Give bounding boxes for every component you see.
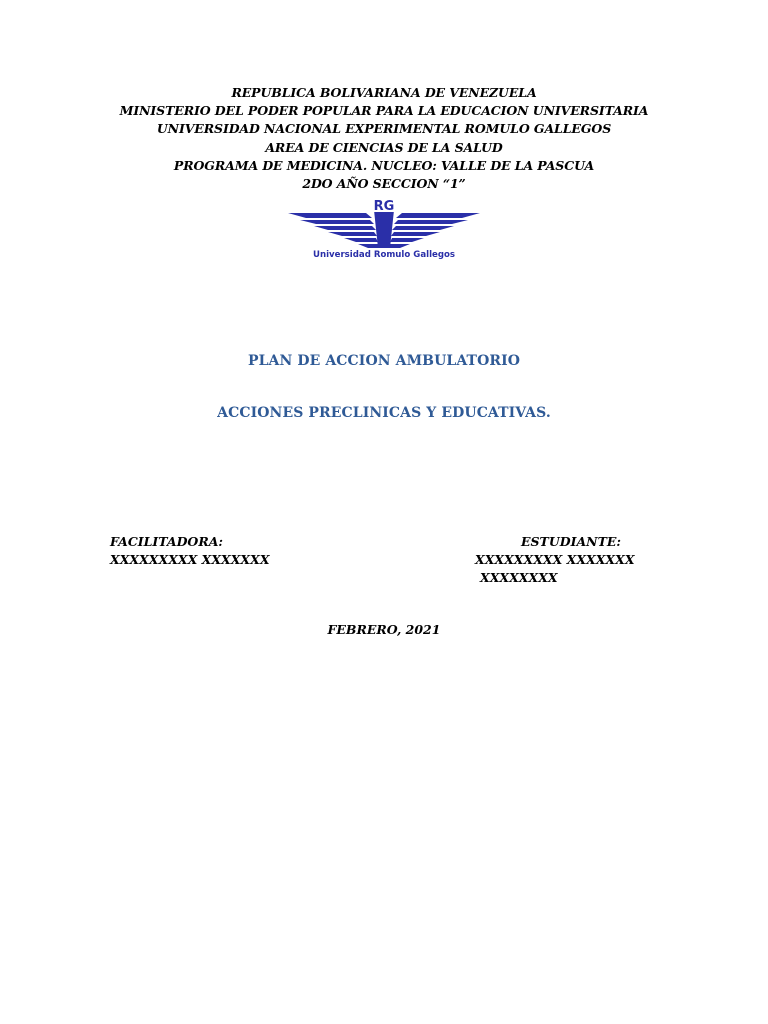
university-logo (286, 196, 482, 260)
logo-caption: Universidad Romulo Gallegos (312, 250, 456, 260)
estudiante-name-line-1: XXXXXXXXX XXXXXXX (475, 552, 635, 567)
subtitle: ACCIONES PRECLINICAS Y EDUCATIVAS. (217, 405, 551, 421)
header-line-ministerio: MINISTERIO DEL PODER POPULAR PARA LA EDUCACION UNIVERSITARIA (119, 103, 649, 119)
svg-text:RG: RG (373, 199, 395, 214)
header-line-republica: REPUBLICA BOLIVARIANA DE VENEZUELA (231, 85, 537, 100)
logo-monogram (366, 198, 402, 214)
document-date: FEBRERO, 2021 (327, 622, 441, 637)
facilitadora-label: FACILITADORA: (110, 534, 224, 549)
header-line-universidad: UNIVERSIDAD NACIONAL EXPERIMENTAL ROMULO GALLEGOS (156, 121, 612, 137)
main-title: PLAN DE ACCION AMBULATORIO (247, 353, 521, 369)
document-header (0, 84, 768, 193)
facilitadora-name: XXXXXXXXX XXXXXXX (110, 552, 270, 567)
estudiante-name-line-2: XXXXXXXX (480, 570, 558, 585)
estudiante-label: ESTUDIANTE: (521, 534, 622, 549)
header-line-programa: PROGRAMA DE MEDICINA. NUCLEO: VALLE DE LA PASCUA (173, 157, 595, 173)
header-line-seccion: 2DO AÑO SECCION “1” (302, 176, 466, 192)
logo-wings-icon (288, 210, 480, 248)
header-line-area: AREA DE CIENCIAS DE LA SALUD (265, 139, 503, 155)
